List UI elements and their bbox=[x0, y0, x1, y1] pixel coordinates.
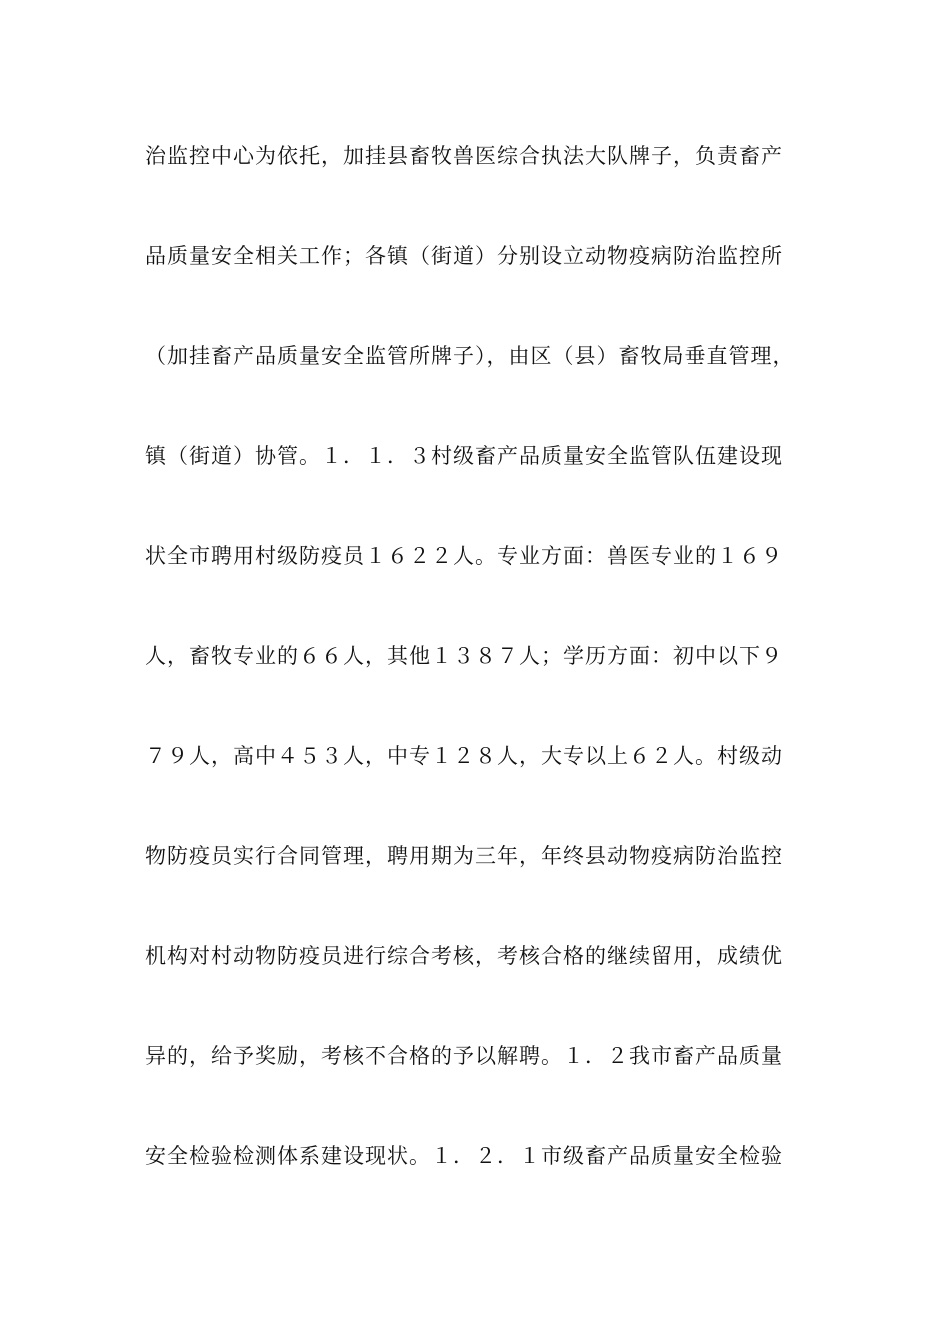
text-line: 机构对村动物防疫员进行综合考核，考核合格的继续留用，成绩优 bbox=[145, 944, 783, 968]
text-line: ７９人，高中４５３人，中专１２８人，大专以上６２人。村级动 bbox=[145, 744, 783, 768]
text-line: 状全市聘用村级防疫员１６２２人。专业方面：兽医专业的１６９ bbox=[145, 544, 783, 568]
text-line: 异的，给予奖励，考核不合格的予以解聘。１．２我市畜产品质量 bbox=[145, 1044, 783, 1068]
text-line: 镇（街道）协管。１．１．３村级畜产品质量安全监管队伍建设现 bbox=[145, 444, 783, 468]
text-line: 人，畜牧专业的６６人，其他１３８７人；学历方面：初中以下９ bbox=[145, 644, 783, 668]
body-text bbox=[145, 128, 825, 1228]
text-line: 治监控中心为依托，加挂县畜牧兽医综合执法大队牌子，负责畜产 bbox=[145, 144, 783, 168]
text-line: 物防疫员实行合同管理，聘用期为三年，年终县动物疫病防治监控 bbox=[145, 844, 783, 868]
text-line: （加挂畜产品质量安全监管所牌子），由区（县）畜牧局垂直管理， bbox=[145, 344, 795, 368]
text-line: 品质量安全相关工作；各镇（街道）分别设立动物疫病防治监控所 bbox=[145, 244, 783, 268]
text-line: 安全检验检测体系建设现状。１．２．１市级畜产品质量安全检验 bbox=[145, 1144, 783, 1168]
